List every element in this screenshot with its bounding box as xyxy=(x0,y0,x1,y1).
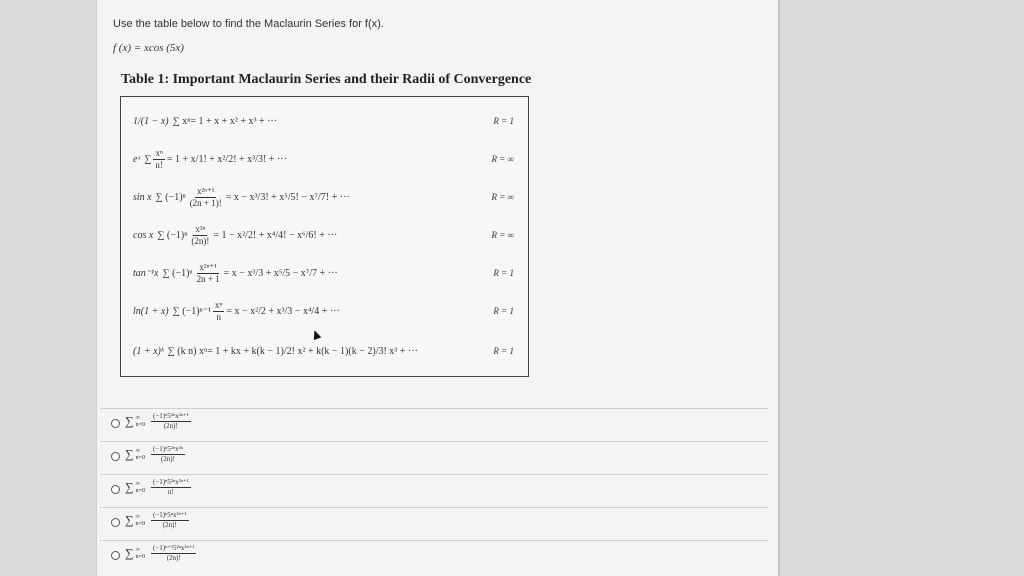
row-lhs: sin x xyxy=(133,191,152,203)
maclaurin-table xyxy=(120,96,529,377)
row-sum: ∑ xⁿ xyxy=(172,115,191,127)
row-sum: ∑ (−1)ⁿ⁻¹ xyxy=(172,305,211,317)
row-frac-num: x²ⁿ⁺¹ xyxy=(196,185,215,196)
table-row xyxy=(121,331,528,371)
row-sum: ∑ (−1)ⁿ xyxy=(155,191,186,203)
option-denominator: (2n)! xyxy=(160,455,175,463)
panel-divider xyxy=(778,0,779,576)
table-row xyxy=(121,291,528,331)
option-numerator: (−1)ⁿ5²ⁿx²ⁿ⁺¹ xyxy=(152,478,189,486)
row-frac-num: xⁿ xyxy=(214,299,223,310)
row-lhs: ln(1 + x) xyxy=(133,305,169,317)
row-frac-den: (2n + 1)! xyxy=(189,197,222,208)
row-expansion: = 1 − x²/2! + x⁴/4! − x⁶/6! + ··· xyxy=(213,229,338,241)
answer-option[interactable] xyxy=(100,408,768,442)
option-lower-limit: n=0 xyxy=(135,487,145,494)
row-frac-den: 2n + 1 xyxy=(196,273,220,284)
option-upper-limit: ∞ xyxy=(135,513,140,520)
row-sum: ∑ (−1)ⁿ xyxy=(157,229,188,241)
option-numerator: (−1)ⁿ5ⁿx²ⁿ⁺¹ xyxy=(152,511,187,519)
row-radius: R = ∞ xyxy=(491,192,514,202)
option-denominator: n! xyxy=(167,488,174,496)
option-sum-symbol: ∑ xyxy=(125,546,134,560)
option-sum-symbol: ∑ xyxy=(125,480,134,494)
answer-option[interactable] xyxy=(100,441,768,475)
row-expansion: = x − x³/3 + x⁵/5 − x⁷/7 + ··· xyxy=(223,267,338,279)
row-radius: R = 1 xyxy=(493,306,514,316)
row-lhs: (1 + x)ᵏ xyxy=(133,345,164,357)
table-row xyxy=(121,177,528,217)
row-sum: ∑ (k n) xⁿ xyxy=(167,345,208,357)
option-denominator: (2n)! xyxy=(162,521,177,529)
table-row xyxy=(121,101,528,141)
row-frac-den: (2n)! xyxy=(191,235,210,246)
option-lower-limit: n=0 xyxy=(135,421,145,428)
option-lower-limit: n=0 xyxy=(135,454,145,461)
row-expansion: = x − x²/2 + x³/3 − x⁴/4 + ··· xyxy=(226,305,340,317)
row-frac-den: n! xyxy=(155,159,163,170)
row-frac-num: x²ⁿ⁺¹ xyxy=(199,261,217,272)
row-sum: ∑ xyxy=(144,153,152,165)
row-frac-den: n xyxy=(216,311,221,322)
row-expansion: = 1 + x + x² + x³ + ··· xyxy=(190,115,278,127)
option-sum-symbol: ∑ xyxy=(125,414,134,428)
radio-button[interactable] xyxy=(111,452,120,461)
radio-button[interactable] xyxy=(111,485,120,494)
row-frac-num: x²ⁿ xyxy=(195,223,206,234)
option-upper-limit: ∞ xyxy=(135,447,140,454)
row-expansion: = 1 + x/1! + x²/2! + x³/3! + ··· xyxy=(166,153,287,165)
row-radius: R = 1 xyxy=(493,116,514,126)
row-lhs: 1/(1 − x) xyxy=(133,115,169,127)
radio-button[interactable] xyxy=(111,419,120,428)
function-definition: f (x) = xcos (5x) xyxy=(113,42,184,54)
option-upper-limit: ∞ xyxy=(135,414,140,421)
row-lhs: eˣ xyxy=(133,153,141,165)
prompt-text: Use the table below to find the Maclaurin Series for f(x). xyxy=(113,18,384,30)
radio-button[interactable] xyxy=(111,551,120,560)
row-expansion: = x − x³/3! + x⁵/5! − x⁷/7! + ··· xyxy=(225,191,350,203)
row-sum: ∑ (−1)ⁿ xyxy=(162,267,193,279)
row-radius: R = ∞ xyxy=(491,154,514,164)
option-upper-limit: ∞ xyxy=(135,480,140,487)
row-radius: R = 1 xyxy=(493,346,514,356)
option-numerator: (−1)ⁿ5²ⁿx²ⁿ⁺¹ xyxy=(152,412,189,420)
table-caption: Table 1: Important Maclaurin Series and their Radii of Convergence xyxy=(121,72,532,87)
option-denominator: (2n)! xyxy=(163,422,178,430)
table-row xyxy=(121,253,528,293)
row-lhs: cos x xyxy=(133,229,154,241)
row-frac-num: xⁿ xyxy=(155,147,163,158)
answer-option[interactable] xyxy=(100,540,768,574)
option-numerator: (−1)ⁿ⁺¹5²ⁿx²ⁿ⁺¹ xyxy=(152,544,195,552)
option-lower-limit: n=0 xyxy=(135,520,145,527)
option-sum-symbol: ∑ xyxy=(125,447,134,461)
option-numerator: (−1)ⁿ5²ⁿx²ⁿ xyxy=(152,445,183,453)
table-row xyxy=(121,139,528,179)
table-row xyxy=(121,215,528,255)
option-sum-symbol: ∑ xyxy=(125,513,134,527)
row-lhs: tan⁻¹x xyxy=(133,267,159,279)
option-denominator: (2n)! xyxy=(166,554,181,562)
option-upper-limit: ∞ xyxy=(135,546,140,553)
radio-button[interactable] xyxy=(111,518,120,527)
answer-option[interactable] xyxy=(100,474,768,508)
row-radius: R = 1 xyxy=(493,268,514,278)
row-expansion: = 1 + kx + k(k − 1)/2! x² + k(k − 1)(k − 2)/3! x³ + ··· xyxy=(207,345,418,357)
answer-option[interactable] xyxy=(100,507,768,541)
row-radius: R = ∞ xyxy=(491,230,514,240)
option-lower-limit: n=0 xyxy=(135,553,145,560)
